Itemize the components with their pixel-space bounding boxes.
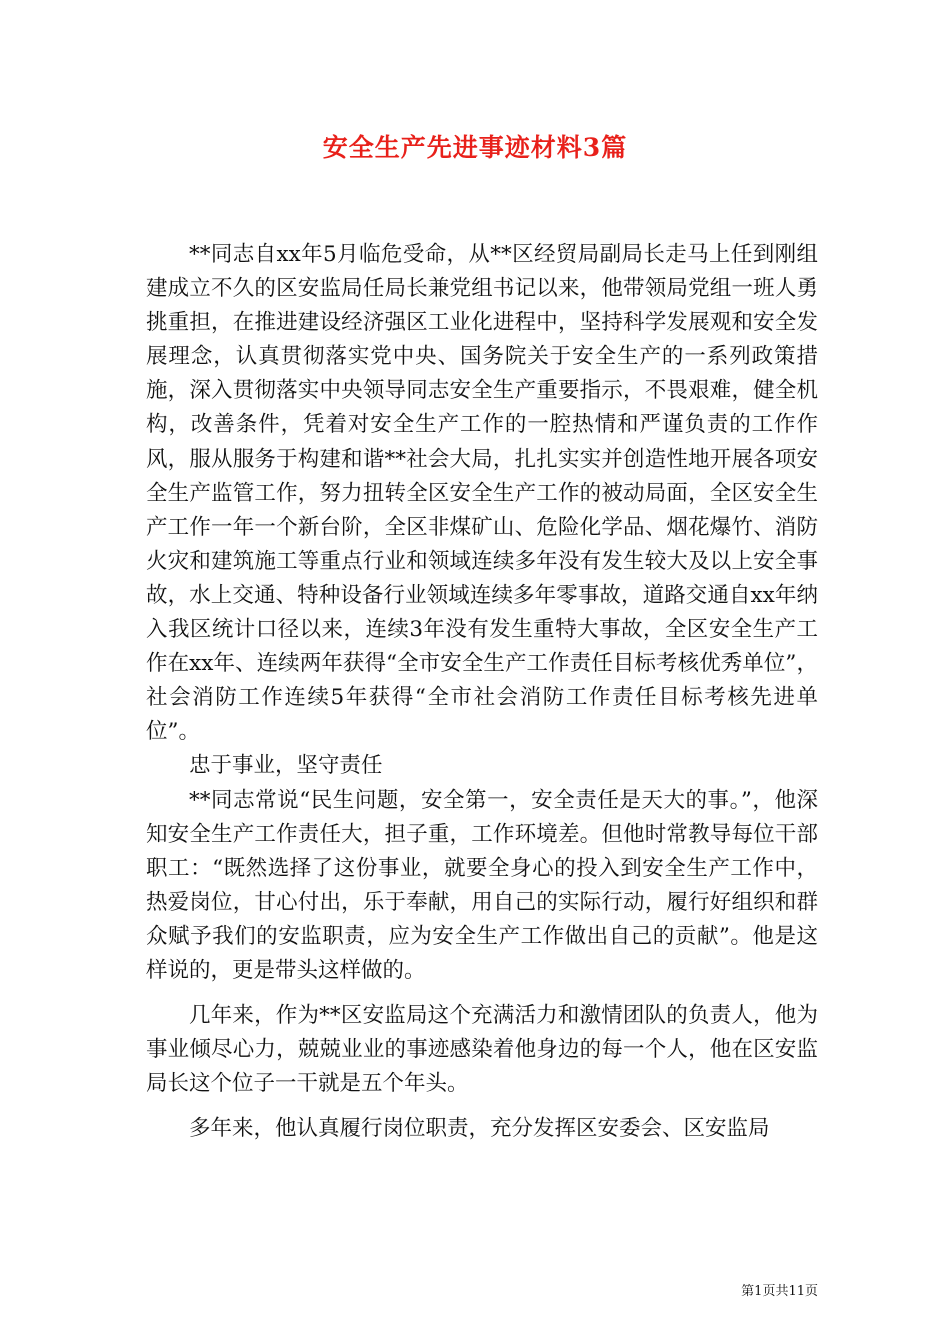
document-body bbox=[146, 238, 818, 1146]
paragraph: 几年来，作为**区安监局这个充满活力和激情团队的负责人，他为事业倾尽心力，兢兢业业的事迹感染着他身边的每一个人，他在区安监局长这个位子一干就是五个年头。 bbox=[146, 1003, 818, 1097]
page-number: 第1页共11页 bbox=[741, 1284, 818, 1299]
section-heading: 忠于事业，坚守责任 bbox=[189, 753, 383, 779]
document-title: 安全生产先进事迹材料3篇 bbox=[322, 133, 628, 162]
paragraph: 多年来，他认真履行岗位职责，充分发挥区安委会、区安监局 bbox=[189, 1116, 770, 1142]
paragraph: **同志自xx年5月临危受命，从**区经贸局副局长走马上任到刚组建成立不久的区安监局任局长兼党组书记以来，他带领局党组一班人勇挑重担，在推进建设经济强区工业化进程中，坚持科学发展观和安全发展理念，认真贯彻落实党中央、国务院关于安全生产的一系列政策措施，深入贯彻落实中央领导同志安全生产重要指示，不畏艰难，健全机构，改善条件，凭着对安全生产工作的一腔热情和严谨负责的工作作风，服从服务于构建和谐**社会大局，扎扎实实并创造性地开展各项安全生产监管工作，努力扭转全区安全生产工作的被动局面，全区安全生产工作一年一个新台阶，全区非煤矿山、危险化学品、烟花爆竹、消防火灾和建筑施工等重点行业和领域连续多年没有发生较大及以上安全事故，水上交通、特种设备行业领域连续多年零事故，道路交通自xx年纳入我区统计口径以来，连续3年没有发生重特大事故，全区安全生产工作在xx年、连续两年获得“全市安全生产工作责任目标考核优秀单位”，社会消防工作连续5年获得“全市社会消防工作责任目标考核先进单位”。 bbox=[146, 242, 818, 745]
paragraph: **同志常说“民生问题，安全第一，安全责任是天大的事。”，他深知安全生产工作责任大，担子重，工作环境差。但他时常教导每位干部职工：“既然选择了这份事业，就要全身心的投入到安全生产工作中，热爱岗位，甘心付出，乐于奉献，用自己的实际行动，履行好组织和群众赋予我们的安监职责，应为安全生产工作做出自己的贡献”。他是这样说的，更是带头这样做的。 bbox=[146, 787, 818, 983]
